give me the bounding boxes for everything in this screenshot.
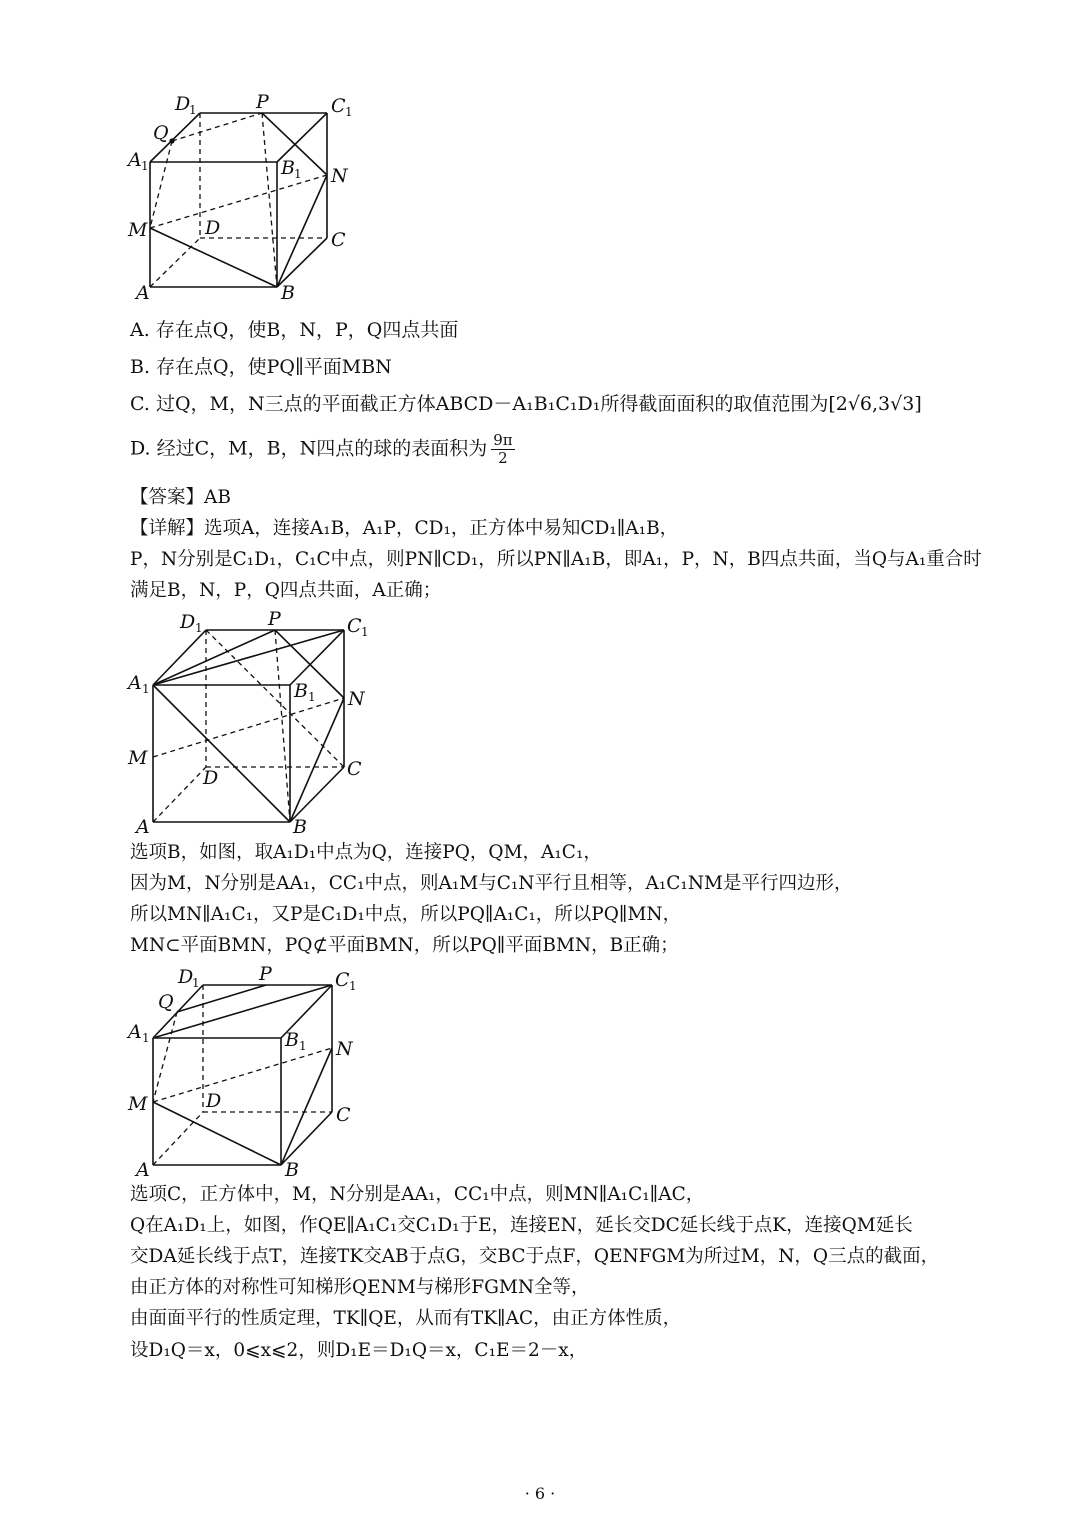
label-d1: D <box>175 93 191 115</box>
detail-c-line-3: 交DA延长线于点T，连接TK交AB于点G，交BC于点F，QENFGM为所过M，N，Q三点的截面， <box>130 1246 940 1267</box>
segment-mn <box>153 1048 332 1102</box>
edge-ad <box>153 1112 203 1165</box>
detail-c-line-6: 设D₁Q＝x，0⩽x⩽2，则D₁E＝D₁Q＝x，C₁E＝2－x， <box>130 1340 588 1361</box>
label-q: Q <box>158 991 174 1013</box>
label-p: P <box>268 608 281 630</box>
label-a1-sub: 1 <box>141 159 149 173</box>
label-c1-sub: 1 <box>345 105 353 119</box>
label-b: B <box>293 816 307 838</box>
label-c: C <box>336 1104 351 1126</box>
label-a1: A <box>128 672 142 694</box>
label-n: N <box>331 165 348 187</box>
label-c1-sub: 1 <box>361 625 369 639</box>
label-c1: C <box>331 95 346 117</box>
detail-b-line-3: 所以MN∥A₁C₁，又P是C₁D₁中点，所以PQ∥A₁C₁，所以PQ∥MN， <box>130 904 682 925</box>
label-m: M <box>128 1093 148 1115</box>
label-n: N <box>348 688 365 710</box>
label-a1: A <box>128 1021 142 1043</box>
label-b1-sub: 1 <box>299 1039 307 1053</box>
detail-c-line-4: 由正方体的对称性可知梯形QENM与梯形FGMN全等， <box>130 1277 590 1298</box>
label-b1: B <box>294 680 308 702</box>
label-a: A <box>136 282 150 304</box>
label-a1: A <box>128 149 142 171</box>
label-c1: C <box>335 969 350 991</box>
detail-a-line-1: 【详解】选项A，连接A₁B，A₁P，CD₁，正方体中易知CD₁∥A₁B， <box>130 518 679 539</box>
label-c: C <box>331 229 346 251</box>
label-b1: B <box>281 157 295 179</box>
label-p: P <box>259 963 272 985</box>
fraction-numerator: 9π <box>493 431 513 449</box>
label-d1-sub: 1 <box>192 976 200 990</box>
option-c: C. 过Q，M，N三点的平面截正方体ABCD－A₁B₁C₁D₁所得截面面积的取值范围为[2√6,3√3] <box>130 393 922 415</box>
label-m: M <box>128 219 148 241</box>
detail-c-line-1: 选项C，正方体中，M，N分别是AA₁，CC₁中点，则MN∥A₁C₁∥AC， <box>130 1184 705 1205</box>
label-c: C <box>347 758 362 780</box>
label-d1: D <box>180 611 196 633</box>
label-a: A <box>136 816 150 838</box>
detail-b-line-4: MN⊂平面BMN，PQ⊄平面BMN，所以PQ∥平面BMN，B正确； <box>130 935 679 956</box>
detail-b-line-1: 选项B，如图，取A₁D₁中点为Q，连接PQ，QM，A₁C₁， <box>130 842 602 863</box>
label-p: P <box>256 91 269 113</box>
page-number: · 6 · <box>524 1484 556 1503</box>
option-d-fraction <box>491 432 514 467</box>
label-d1-sub: 1 <box>195 621 203 635</box>
label-b1: B <box>285 1029 299 1051</box>
detail-a-line-2: P，N分别是C₁D₁，C₁C中点，则PN∥CD₁，所以PN∥A₁B，即A₁，P，N，B四点共面，当Q与A₁重合时 <box>130 549 982 570</box>
edge-bc <box>281 1112 332 1165</box>
label-q: Q <box>153 122 169 144</box>
label-c1-sub: 1 <box>349 979 357 993</box>
label-c1: C <box>347 615 362 637</box>
detail-c-line-2: Q在A₁D₁上，如图，作QE∥A₁C₁交C₁D₁于E，连接EN，延长交DC延长线于点K，连接QM延长 <box>130 1215 913 1236</box>
label-d: D <box>205 217 221 239</box>
label-m: M <box>128 747 148 769</box>
cube-figure-3-svg <box>0 0 420 1180</box>
label-b1-sub: 1 <box>294 167 302 181</box>
detail-a-line-3: 满足B，N，P，Q四点共面，A正确； <box>130 580 442 601</box>
label-a1-sub: 1 <box>142 1031 150 1045</box>
fraction-denominator: 2 <box>498 449 508 467</box>
label-d1: D <box>178 966 194 988</box>
label-d1-sub: 1 <box>189 103 197 117</box>
detail-c-line-5: 由面面平行的性质定理，TK∥QE，从而有TK∥AC，由正方体性质， <box>130 1308 682 1329</box>
label-a1-sub: 1 <box>142 682 150 696</box>
answer-line: 【答案】AB <box>130 487 231 508</box>
option-d-text: D. 经过C，M，B，N四点的球的表面积为 <box>130 437 488 460</box>
label-b: B <box>285 1159 299 1181</box>
label-n: N <box>336 1038 353 1060</box>
label-b: B <box>281 282 295 304</box>
label-b1-sub: 1 <box>308 690 316 704</box>
option-b: B. 存在点Q，使PQ∥平面MBN <box>130 356 392 378</box>
label-a: A <box>136 1159 150 1181</box>
cube-figure-3 <box>0 0 420 1180</box>
label-d: D <box>206 1090 222 1112</box>
option-a: A. 存在点Q，使B，N，P，Q四点共面 <box>130 319 459 341</box>
label-d: D <box>203 767 219 789</box>
segment-bn <box>281 1048 332 1165</box>
detail-b-line-2: 因为M，N分别是AA₁，CC₁中点，则A₁M与C₁N平行且相等，A₁C₁NM是平行四边形， <box>130 873 853 894</box>
